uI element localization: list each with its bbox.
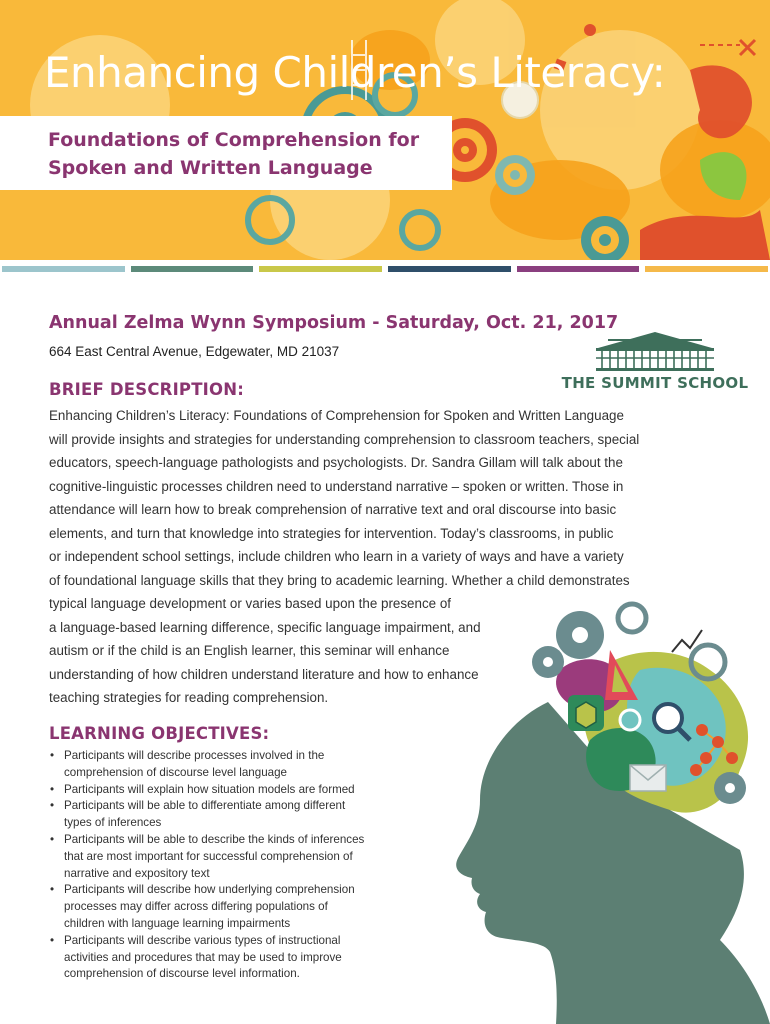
description-line: elements, and turn that knowledge into strategies for intervention. Today’s classrooms, in public [49,525,614,541]
objectives-heading: LEARNING OBJECTIVES: [49,724,270,743]
description-line: typical language development or varies based upon the presence of [49,596,451,611]
objective-text-line: Participants will be able to differentiate among different [64,799,346,813]
objective-text-line: that are most important for successful comprehension of [64,849,353,863]
objective-text-line: Participants will be able to describe the kinds of inferences [64,832,365,846]
objective-text-line: Participants will explain how situation models are formed [64,782,355,796]
objective-text-line: children with language learning impairments [64,916,291,930]
objective-text-line: Participants will describe how underlying comprehension [64,883,355,897]
objective-item [48,933,408,983]
color-stripe [0,266,770,272]
subtitle-line-2: Spoken and Written Language [48,157,373,179]
objective-text-line: types of inferences [64,816,162,830]
description-line: Enhancing Children’s Literacy: Foundations of Comprehension for Spoken and Written Language [49,408,624,423]
main-title: Enhancing Children’s Literacy: [44,48,666,97]
stripe-segment [388,266,511,272]
description-line: attendance will learn how to break comprehension of narrative text and oral discourse into basic [49,502,617,517]
description-line: educators, speech-language pathologists and psychologists. Dr. Sandra Gillam will talk about the [49,455,623,470]
description-line: cognitive-linguistic processes children need to understand narrative – spoken or written. Those in [49,478,624,494]
cube-icon [568,695,604,731]
header-banner [0,0,770,260]
description-line: a language-based learning difference, specific language impairment, and [49,619,481,635]
description-line: of foundational language skills that they bring to academic learning. Whether a child demonstrates [49,572,630,588]
description-line: teaching strategies for reading comprehension. [49,690,329,705]
stripe-segment [645,266,768,272]
head-illustration [440,590,770,1024]
stripe-segment [517,266,640,272]
objective-text-line: comprehension of discourse level information. [64,967,300,981]
subtitle-line-1: Foundations of Comprehension for [48,129,420,151]
description-line: understanding of how children understand literature and how to enhance [49,666,479,682]
logo-text: THE SUMMIT SCHOOL [561,374,749,392]
stripe-segment [259,266,382,272]
objective-item [48,832,408,882]
subtitle [48,126,419,182]
school-logo [560,330,750,394]
objective-text-line: Participants will describe various types of instructional [64,933,341,947]
description-line: autism or if the child is an English learner, this seminar will enhance [49,643,450,658]
event-address: 664 East Central Avenue, Edgewater, MD 21037 [49,344,340,359]
objective-text-line: processes may differ across differing populations of [64,900,328,914]
objective-item [48,882,408,932]
objective-text-line: activities and procedures that may be used to improve [64,950,342,964]
description-heading: BRIEF DESCRIPTION: [49,380,245,399]
objectives-list [48,748,408,983]
envelope-icon [630,765,666,791]
objective-item [48,798,408,832]
objective-item [48,782,408,799]
stripe-segment [131,266,254,272]
objective-text-line: Participants will describe processes involved in the [64,749,325,762]
subtitle-box [0,116,452,190]
description-line: will provide insights and strategies for understanding comprehension to classroom teachers, special [49,431,640,447]
objective-text-line: narrative and expository text [64,866,210,880]
event-title: Annual Zelma Wynn Symposium - Saturday, Oct. 21, 2017 [49,313,619,333]
objective-text-line: comprehension of discourse level language [64,765,287,779]
stripe-segment [2,266,125,272]
objective-item [48,748,408,782]
description-line: or independent school settings, include children who learn in a variety of ways and have a variety [49,549,624,564]
pavilion-building-icon [592,330,718,372]
